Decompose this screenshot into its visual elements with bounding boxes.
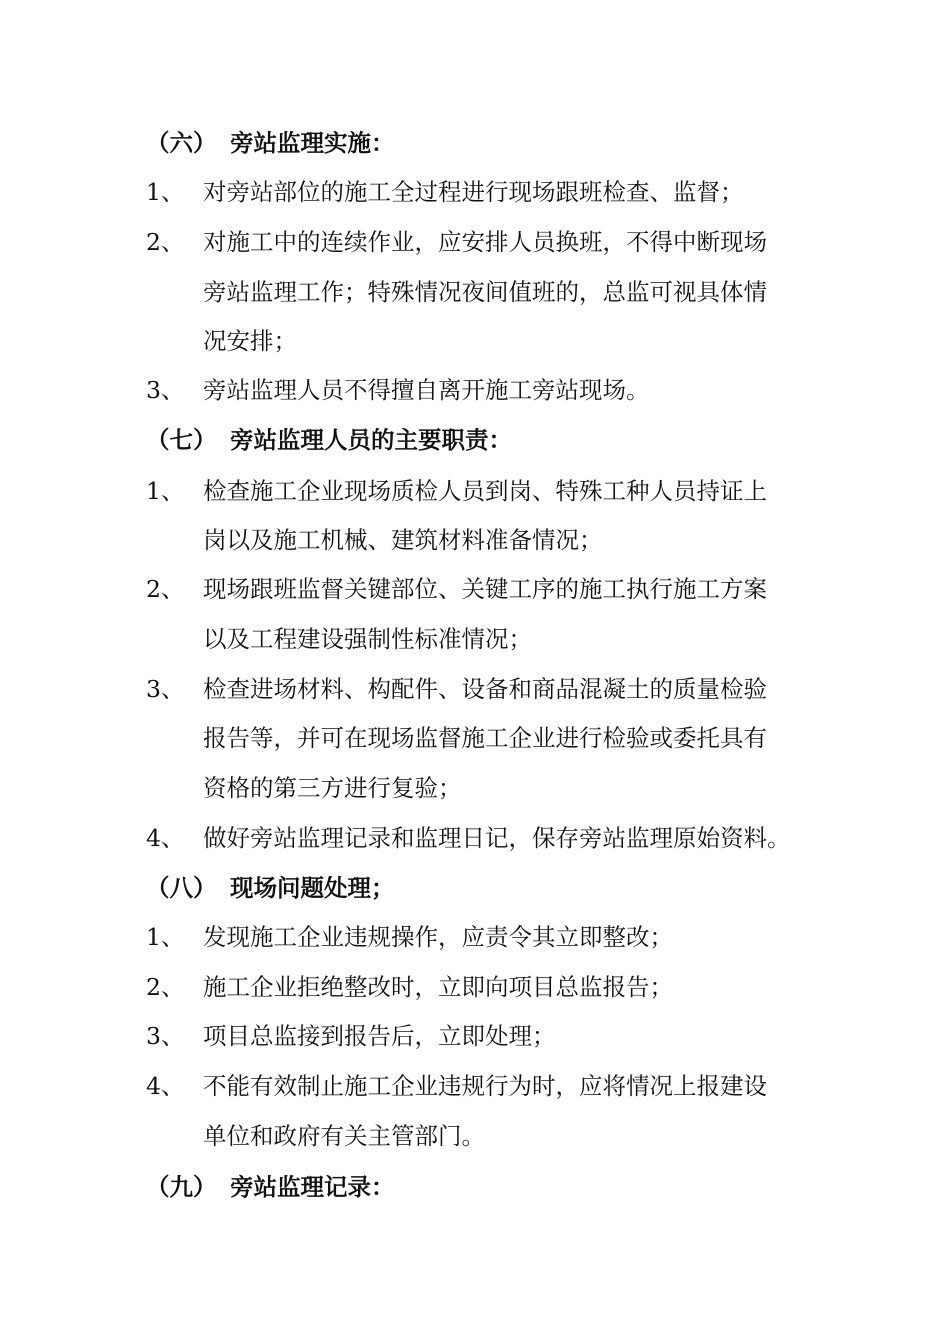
item-text: 对施工中的连续作业，应安排人员换班，不得中断现场 xyxy=(203,228,767,256)
item-number: 1、 xyxy=(146,923,185,951)
section-heading-9 xyxy=(146,1172,395,1202)
section-title: 现场问题处理； xyxy=(230,874,395,902)
item-text: 对旁站部位的施工全过程进行现场跟班检查、监督； xyxy=(203,178,744,206)
item-text: 报告等，并可在现场监督施工企业进行检验或委托具有 xyxy=(203,724,767,752)
item-text: 旁站监理工作；特殊情况夜间值班的，总监可视具体情 xyxy=(203,278,767,306)
item-text: 岗以及施工机械、建筑材料准备情况； xyxy=(203,526,603,554)
section-title: 旁站监理人员的主要职责： xyxy=(230,426,512,454)
item-text: 单位和政府有关主管部门。 xyxy=(203,1122,485,1150)
item-number: 4、 xyxy=(146,1072,185,1100)
item-number: 2、 xyxy=(146,228,185,256)
item-text: 现场跟班监督关键部位、关键工序的施工执行施工方案 xyxy=(203,575,767,603)
item-number: 1、 xyxy=(146,477,185,505)
section-number: （六） xyxy=(146,129,217,157)
item-number: 4、 xyxy=(146,824,185,852)
item-text: 检查进场材料、构配件、设备和商品混凝土的质量检验 xyxy=(203,675,767,703)
item-text: 做好旁站监理记录和监理日记，保存旁站监理原始资料。 xyxy=(203,824,791,852)
item-text: 况安排； xyxy=(203,327,297,355)
item-text: 项目总监接到报告后，立即处理； xyxy=(203,1022,556,1050)
item-text: 不能有效制止施工企业违规行为时，应将情况上报建设 xyxy=(203,1072,767,1100)
section-title: 旁站监理记录： xyxy=(230,1173,395,1201)
item-number: 3、 xyxy=(146,675,185,703)
section-heading-7 xyxy=(146,425,512,455)
section-number: （九） xyxy=(146,1173,217,1201)
item-number: 3、 xyxy=(146,1022,185,1050)
item-text: 检查施工企业现场质检人员到岗、特殊工种人员持证上 xyxy=(203,477,767,505)
item-number: 3、 xyxy=(146,376,185,404)
item-number: 2、 xyxy=(146,575,185,603)
section-number: （八） xyxy=(146,874,217,902)
item-text: 旁站监理人员不得擅自离开施工旁站现场。 xyxy=(203,376,650,404)
section-number: （七） xyxy=(146,426,217,454)
item-text: 发现施工企业违规操作，应责令其立即整改； xyxy=(203,923,673,951)
section-title: 旁站监理实施： xyxy=(230,129,395,157)
section-heading-6 xyxy=(146,128,395,158)
item-text: 施工企业拒绝整改时，立即向项目总监报告； xyxy=(203,973,673,1001)
item-number: 2、 xyxy=(146,973,185,1001)
item-text: 资格的第三方进行复验； xyxy=(203,774,462,802)
section-heading-8 xyxy=(146,873,395,903)
item-number: 1、 xyxy=(146,178,185,206)
item-text: 以及工程建设强制性标准情况； xyxy=(203,625,532,653)
